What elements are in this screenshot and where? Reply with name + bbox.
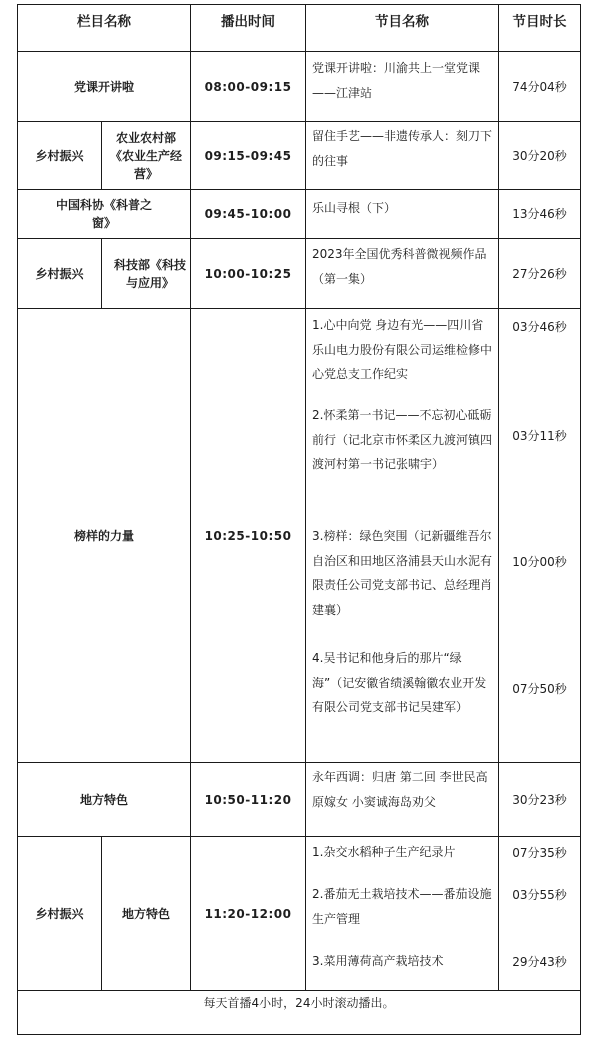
row3-program: 乐山寻根（下） bbox=[312, 201, 397, 215]
row5-item3-duration: 10分00秒 bbox=[512, 555, 567, 569]
row3-column: 中国科协《科普之窗》 bbox=[55, 198, 152, 230]
row7-item1-duration: 07分35秒 bbox=[512, 846, 567, 860]
row5-item4-program: 4.吴书记和他身后的那片“绿海”（记安徽省绩溪翰徽农业开发有限公司党支部书记吴建军） bbox=[312, 651, 487, 714]
footer-note: 每天首播4小时，24小时滚动播出。 bbox=[203, 996, 395, 1010]
row5-item2-duration: 03分11秒 bbox=[512, 429, 567, 443]
row7-item2-duration: 03分55秒 bbox=[512, 888, 567, 902]
row1-duration: 74分04秒 bbox=[512, 79, 567, 94]
header-column-name: 栏目名称 bbox=[77, 14, 131, 30]
row6-time: 10:50-11:20 bbox=[204, 792, 292, 807]
row7-column-sub: 地方特色 bbox=[121, 906, 170, 921]
row4-column-main: 乡村振兴 bbox=[35, 266, 84, 281]
row6-column: 地方特色 bbox=[79, 792, 128, 807]
row4-duration: 27分26秒 bbox=[512, 266, 567, 281]
header-program-name: 节目名称 bbox=[375, 14, 429, 30]
header-duration: 节目时长 bbox=[512, 14, 567, 30]
row5-item1-program: 1.心中向党 身边有光——四川省乐山电力股份有限公司运维检修中心党总支工作纪实 bbox=[312, 318, 493, 381]
row4-program: 2023年全国优秀科普微视频作品（第一集） bbox=[312, 247, 487, 286]
row7-item3-program: 3.菜用薄荷高产栽培技术 bbox=[312, 954, 444, 968]
row1-time: 08:00-09:15 bbox=[204, 79, 292, 94]
row5-item2-program: 2.怀柔第一书记——不忘初心砥砺前行（记北京市怀柔区九渡河镇四渡河村第一书记张啸宇） bbox=[312, 408, 493, 471]
row6-program: 永年西调：归唐 第二回 李世民高原嫁女 小窦诚海岛劝父 bbox=[312, 770, 488, 809]
row2-column-main: 乡村振兴 bbox=[35, 148, 84, 163]
row2-time: 09:15-09:45 bbox=[204, 148, 292, 163]
row7-item2-program: 2.番茄无土栽培技术——番茄设施生产管理 bbox=[312, 887, 492, 926]
row5-item4-duration: 07分50秒 bbox=[512, 682, 567, 696]
row5-item1-duration: 03分46秒 bbox=[512, 320, 567, 334]
row1-column: 党课开讲啦 bbox=[73, 79, 134, 94]
row2-duration: 30分20秒 bbox=[512, 148, 567, 163]
row5-item3-program: 3.榜样：绿色突围（记新疆维吾尔自治区和田地区洛浦县天山水泥有限责任公司党支部书记、总经理肖建襄） bbox=[312, 529, 493, 617]
row7-time: 11:20-12:00 bbox=[204, 906, 292, 921]
header-air-time: 播出时间 bbox=[221, 14, 275, 30]
row1-program: 党课开讲啦：川渝共上一堂党课——江津站 bbox=[312, 61, 481, 100]
row7-item1-program: 1.杂交水稻种子生产纪录片 bbox=[312, 845, 456, 859]
row7-item3-duration: 29分43秒 bbox=[512, 955, 567, 969]
row2-column-sub: 农业农村部《农业生产经营》 bbox=[109, 130, 182, 181]
row5-time: 10:25-10:50 bbox=[204, 528, 292, 543]
row5-column: 榜样的力量 bbox=[73, 528, 134, 543]
row3-duration: 13分46秒 bbox=[512, 207, 567, 221]
row3-time: 09:45-10:00 bbox=[204, 207, 292, 221]
row4-column-sub: 科技部《科技与应用》 bbox=[113, 257, 186, 290]
row6-duration: 30分23秒 bbox=[512, 792, 567, 807]
row4-time: 10:00-10:25 bbox=[204, 266, 292, 281]
row2-program: 留住手艺——非遗传承人：刻刀下的往事 bbox=[312, 129, 493, 168]
row7-column-main: 乡村振兴 bbox=[35, 906, 84, 921]
